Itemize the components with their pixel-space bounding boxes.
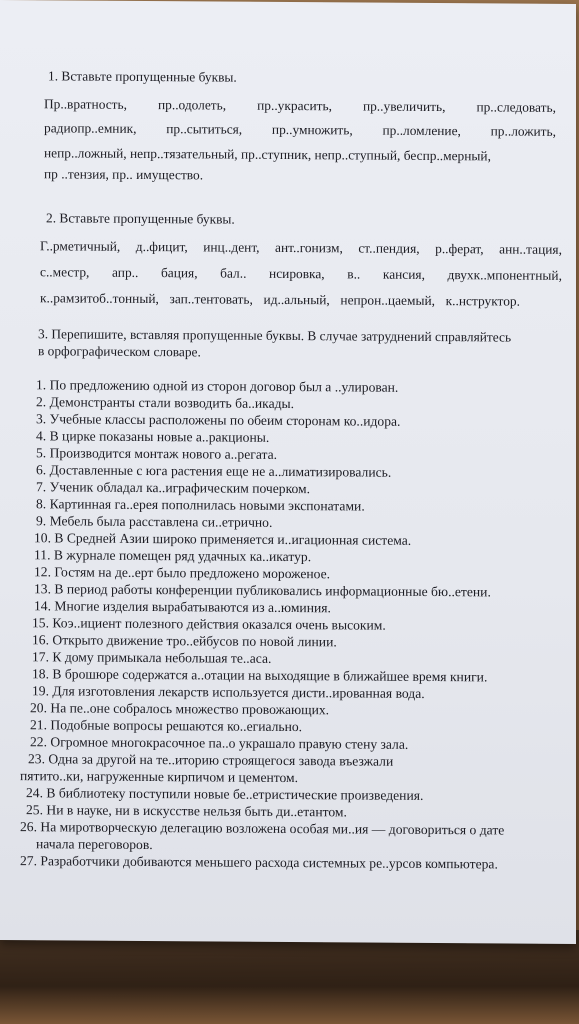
list-item: 26. На миротворческую делегацию возложена особая ми..ия — договориться о дате: [20, 819, 505, 838]
list-item: 8. Картинная га..ерея пополнилась новыми экспонатами.: [36, 496, 365, 514]
task2-line-1: Г..рметичный, д..фицит, инц..дент, ант..гонизм, ст..пендия, р..ферат, анн..тация,: [40, 238, 562, 257]
list-item: 4. В цирке показаны новые а..ракционы.: [36, 428, 270, 445]
task1-line-2: радиопр..емник, пр..сытиться, пр..умножить, пр..ломление, пр..ложить,: [44, 120, 556, 139]
list-item: пятито..ки, нагруженные кирпичом и цементом.: [20, 768, 299, 786]
list-item: 17. К дому примыкала небольшая те..аса.: [32, 649, 272, 666]
list-item: 1. По предложению одной из сторон договор был а ..улирован.: [36, 377, 399, 395]
task1-line-4: пр ..тензия, пр.. имущество.: [44, 166, 204, 183]
list-item: 20. На пе..оне собралось множество провожающих.: [30, 700, 330, 718]
task2-heading: 2. Вставьте пропущенные буквы.: [46, 210, 235, 227]
list-item: 6. Доставленные с юга растения еще не а..лиматизировались.: [36, 462, 392, 480]
task2-line-3: к..рамзитоб..тонный, зап..тентовать, ид..альный, непрон..цаемый, к..нструктор.: [40, 290, 520, 309]
list-item: 2. Демонстранты стали возводить ба..икады.: [36, 394, 295, 412]
list-item: 18. В брошюре содержатся а..отации на выходящие в ближайшее время книги.: [32, 666, 488, 685]
list-item: 19. Для изготовления лекарств используется дисти..ированная вода.: [32, 683, 425, 701]
task1-line-3: непр..ложный, непр..тязательный, пр..ступник, непр..ступный, беспр..мерный,: [44, 145, 491, 164]
list-item: 14. Многие изделия вырабатываются из а..юминия.: [34, 598, 331, 616]
list-item: 22. Огромное многокрасочное па..о украшало правую стену зала.: [30, 734, 409, 752]
list-item: 7. Ученик обладал ка..играфическим почерком.: [36, 479, 311, 497]
list-item: 12. Гостям на де..ерт было предложено мороженое.: [34, 564, 331, 582]
list-item: 16. Открыто движение тро..ейбусов по новой линии.: [32, 632, 337, 650]
task1-line-1: Пр..вратность, пр..одолеть, пр..украсить, пр..увеличить, пр..следовать,: [44, 96, 556, 115]
list-item: 27. Разработчики добиваются меньшего расхода системных ре..урсов компьютера.: [20, 853, 498, 872]
task2-line-2: с..местр, апр.. бация, бал.. нсировка, в.. кансия, двухк..мпонентный,: [40, 264, 562, 283]
task3-heading-line-1: 3. Перепишите, вставляя пропущенные буквы. В случае затруднений справляйтесь: [38, 326, 512, 345]
list-item: 11. В журнале помещен ряд удачных ка..икатур.: [34, 547, 312, 565]
list-item: 9. Мебель была расставлена си..етрично.: [36, 513, 273, 530]
list-item: 3. Учебные классы расположены по обеим сторонам ко..идора.: [36, 411, 401, 429]
list-item: 23. Одна за другой на те..иторию строящегося завода въезжали: [28, 751, 394, 769]
desk-shadow: [0, 930, 579, 1024]
list-item: 15. Коэ..ициент полезного действия оказался очень высоким.: [32, 615, 386, 633]
list-item: начала переговоров.: [36, 836, 153, 853]
list-item: 24. В библиотеку поступили новые бе..етристические произведения.: [26, 785, 424, 803]
list-item: 10. В Средней Азии широко применяется и..игационная система.: [34, 530, 412, 548]
list-item: 13. В период работы конференции публиковались информационные бю..етени.: [34, 581, 491, 600]
list-item: 21. Подобные вопросы решаются ко..егиально.: [30, 717, 303, 735]
list-item: 25. Ни в науке, ни в искусстве нельзя быть ди..етантом.: [26, 802, 347, 820]
list-item: 5. Производится монтаж нового а..регата.: [36, 445, 278, 462]
task1-heading: 1. Вставьте пропущенные буквы.: [48, 68, 237, 85]
task3-heading-line-2: в орфографическом словаре.: [38, 343, 201, 360]
